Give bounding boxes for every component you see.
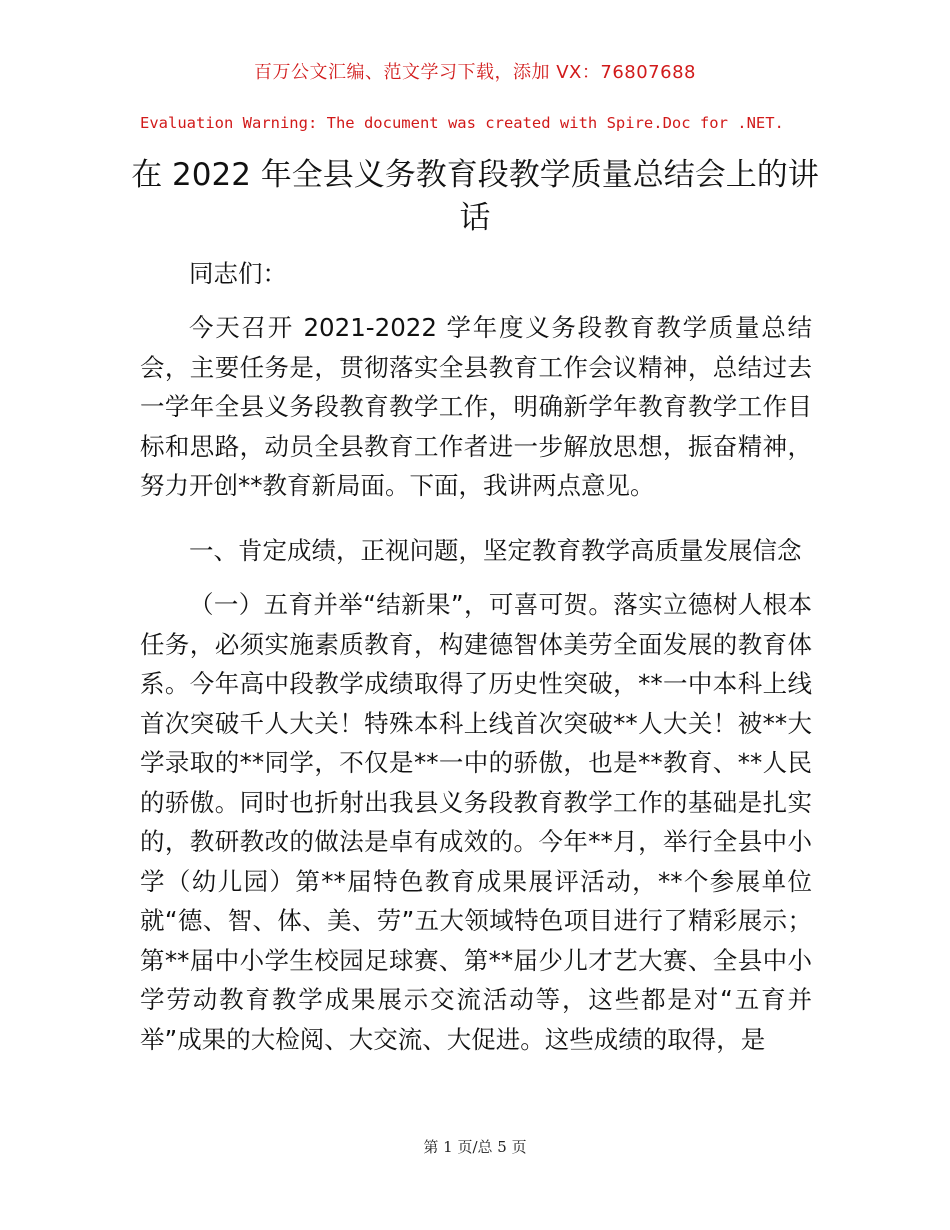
evaluation-warning: Evaluation Warning: The document was created with Spire.Doc for .NET. [140, 114, 784, 132]
greeting: 同志们： [189, 259, 287, 288]
page-footer: 第 1 页/总 5 页 [423, 1138, 527, 1156]
section-heading-1: 一、肯定成绩，正视问题，坚定教育教学高质量发展信念 [189, 536, 802, 565]
paragraph-intro: 今天召开 2021-2022 学年度义务段教育教学质量总结会，主要任务是，贯彻落实全县教育工作会议精神，总结过去一学年全县义务段教育教学工作，明确新学年教育教学工作目标和思路，动员全县教育工作者进一步解放思想，振奋精神，努力开创**教育新局面。下面，我讲两点意见。 [140, 313, 812, 500]
document-title: 在 2022 年全县义务教育段教学质量总结会上的讲话 [131, 157, 819, 236]
promo-header: 百万公文汇编、范文学习下载，添加 VX：76807688 [254, 62, 696, 83]
paragraph-achievements: （一）五育并举“结新果”，可喜可贺。落实立德树人根本任务，必须实施素质教育，构建德智体美劳全面发展的教育体系。今年高中段教学成绩取得了历史性突破，**一中本科上线首次突破千人大关！特殊本科上线首次突破**人大关！被**大学录取的**同学，不仅是**一中的骄傲，也是**教育、**人民的骄傲。同时也折射出我县义务段教育教学工作的基础是扎实的，教研教改的做法是卓有成效的。今年**月，举行全县中小学（幼儿园）第**届特色教育成果展评活动，**个参展单位就“德、智、体、美、劳”五大领域特色项目进行了精彩展示；第**届中小学生校园足球赛、第**届少儿才艺大赛、全县中小学劳动教育教学成果展示交流活动等，这些都是对“五育并举”成果的大检阅、大交流、大促进。这些成绩的取得，是 [140, 590, 812, 1054]
